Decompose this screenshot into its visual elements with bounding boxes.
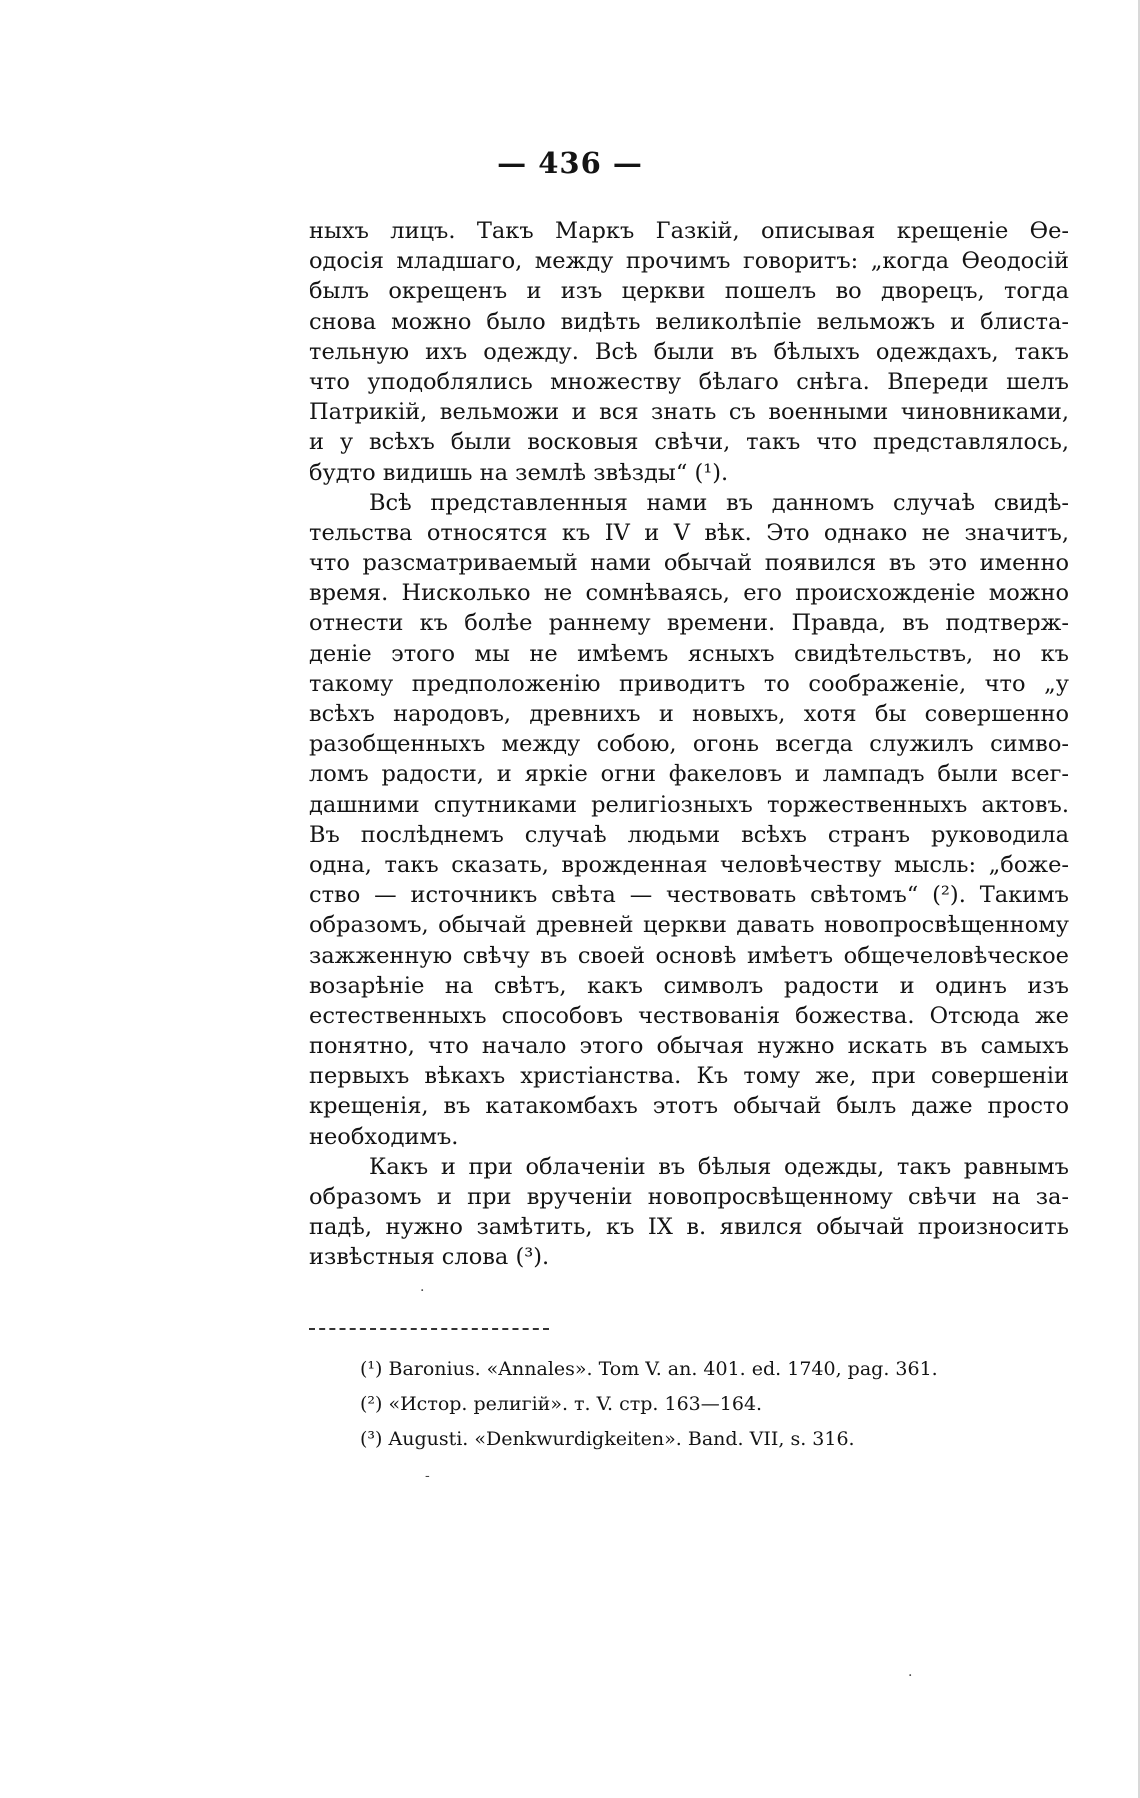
footnote-1: (¹) Baronius. «Annales». Tom V. an. 401. ed. 1740, pag. 361. (360, 1358, 938, 1380)
text-line: необходимъ. (309, 1123, 459, 1150)
text-line: ство — источникъ свѣта — чествовать свѣтомъ“ (²). Такимъ (309, 882, 1069, 909)
text-line: падѣ, нужно замѣтить, къ IX в. явился обычай произносить (309, 1214, 1069, 1241)
text-line: понятно, что начало этого обычая нужно искать въ самыхъ (309, 1033, 1069, 1060)
text-line: зажженную свѣчу въ своей основѣ имѣетъ общечеловѣческое (309, 942, 1069, 969)
text-line: ломъ радости, и яркіе огни факеловъ и лампадъ были всег- (309, 761, 1069, 788)
text-line: извѣстныя слова (³). (309, 1244, 550, 1271)
text-line: тельную ихъ одежду. Всѣ были въ бѣлыхъ одеждахъ, такъ (309, 338, 1069, 365)
text-line: и у всѣхъ были восковыя свѣчи, такъ что представлялось, (309, 429, 1069, 456)
text-line: первыхъ вѣкахъ христіанства. Къ тому же, при совершеніи (309, 1063, 1069, 1090)
paragraph-3 (309, 1152, 1069, 1273)
text-line: возарѣніе на свѣтъ, какъ символъ радости и одинъ изъ (309, 972, 1069, 999)
text-line: одосія младшаго, между прочимъ говоритъ: „когда Ѳеодосій (309, 248, 1069, 275)
print-speck: · (908, 1668, 913, 1684)
text-line: снова можно было видѣть великолѣпіе вельможъ и блиста- (309, 308, 1069, 335)
text-line: естественныхъ способовъ чествованія божества. Отсюда же (309, 1002, 1069, 1029)
text-line: Патрикій, вельможи и вся знать съ военными чиновниками, (309, 399, 1069, 426)
text-line: что уподоблялись множеству бѣлаго снѣга. Впереди шелъ (309, 368, 1069, 395)
text-line: отнести къ болѣе раннему времени. Правда, въ подтверж- (309, 610, 1069, 637)
body-text (309, 216, 1069, 1273)
text-line: былъ окрещенъ и изъ церкви пошелъ во дворецъ, тогда (309, 278, 1069, 305)
text-line: крещенія, въ катакомбахъ этотъ обычай былъ даже просто (309, 1093, 1069, 1120)
text-line: деніе этого мы не имѣемъ ясныхъ свидѣтельствъ, но къ (309, 640, 1069, 667)
text-line: такому предположенію приводитъ то соображеніе, что „у (309, 670, 1069, 697)
footnote-2: (²) «Истор. религій». т. V. стр. 163—164. (360, 1393, 763, 1415)
text-line: Всѣ представленныя нами въ данномъ случаѣ свидѣ- (369, 489, 1069, 516)
footnote-separator (309, 1328, 549, 1330)
text-line: дашними спутниками религіозныхъ торжественныхъ актовъ. (309, 791, 1069, 818)
paragraph-1 (309, 216, 1069, 488)
print-speck: · (420, 1283, 425, 1299)
text-line: что разсматриваемый нами обычай появился въ это именно (309, 550, 1069, 577)
page-number: — 436 — (497, 146, 643, 180)
text-line: разобщенныхъ между собою, огонь всегда служилъ симво- (309, 731, 1069, 758)
text-line: всѣхъ народовъ, древнихъ и новыхъ, хотя бы совершенно (309, 701, 1069, 727)
text-line: Какъ и при облаченіи въ бѣлыя одежды, такъ равнымъ (369, 1153, 1069, 1180)
text-line: образомъ, обычай древней церкви давать новопросвѣщенному (309, 912, 1069, 939)
print-speck: - (425, 1468, 430, 1484)
text-line: тельства относятся къ IV и V вѣк. Это однако не значитъ, (309, 519, 1069, 546)
footnote-3: (³) Augusti. «Denkwurdigkeiten». Band. VII, s. 316. (360, 1428, 855, 1450)
text-line: будто видишь на землѣ звѣзды“ (¹). (309, 459, 729, 486)
text-line: ныхъ лицъ. Такъ Маркъ Газкій, описывая крещеніе Ѳе- (309, 218, 1069, 244)
text-line: образомъ и при врученіи новопросвѣщенному свѣчи на за- (309, 1184, 1069, 1210)
text-line: время. Нисколько не сомнѣваясь, его происхожденіе можно (309, 580, 1069, 607)
paragraph-2 (309, 488, 1069, 1152)
footnotes (360, 1352, 1080, 1457)
text-line: Въ послѣднемъ случаѣ людьми всѣхъ странъ руководила (309, 821, 1069, 848)
text-line: одна, такъ сказать, врожденная человѣчеству мысль: „боже- (309, 851, 1069, 878)
